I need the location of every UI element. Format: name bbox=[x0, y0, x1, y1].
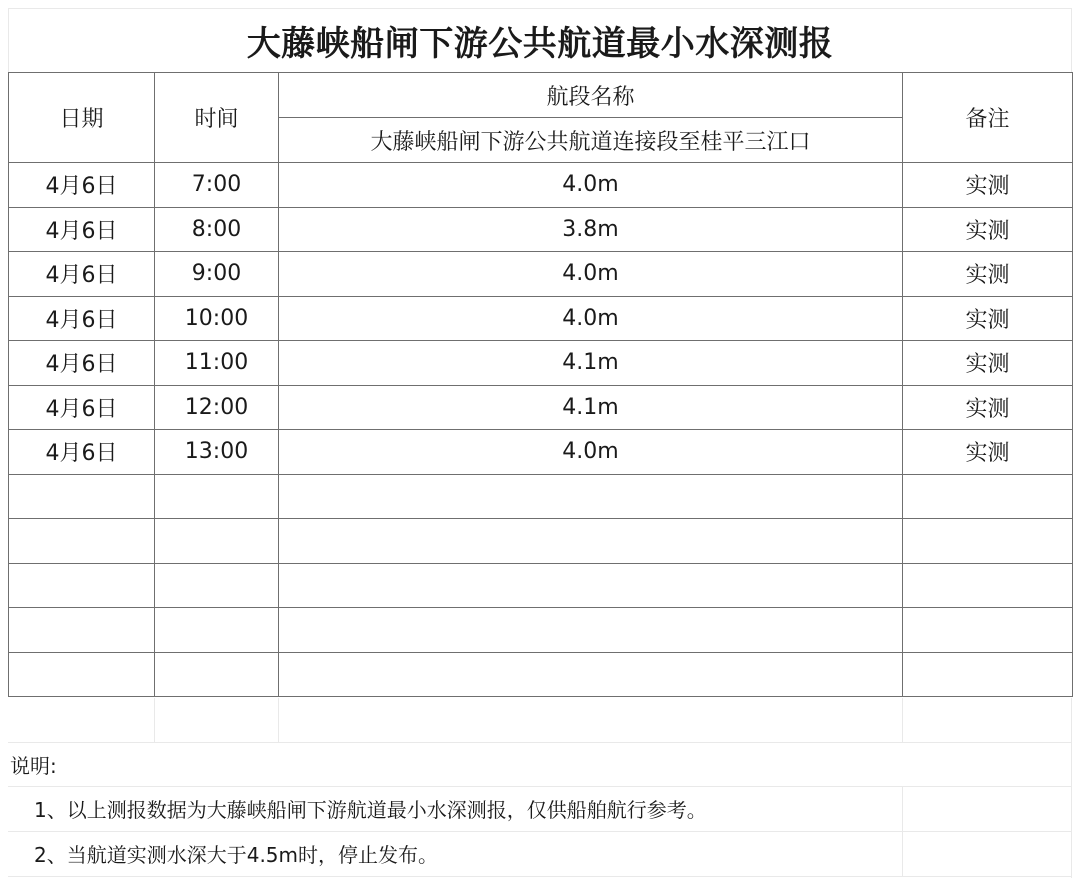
cell-remark: 实测 bbox=[903, 252, 1073, 297]
table-row bbox=[9, 385, 1073, 430]
cell-depth bbox=[279, 474, 903, 519]
cell-time: 10:00 bbox=[155, 296, 279, 341]
header-section-group: 航段名称 bbox=[279, 73, 903, 118]
cell-remark: 实测 bbox=[903, 341, 1073, 386]
table-row bbox=[9, 563, 1073, 608]
cell-date: 4月6日 bbox=[9, 252, 155, 297]
cell-depth bbox=[279, 563, 903, 608]
table-row bbox=[9, 474, 1073, 519]
cell-time bbox=[155, 519, 279, 564]
cell-remark bbox=[903, 652, 1073, 697]
grid-line bbox=[154, 698, 155, 742]
cell-time: 7:00 bbox=[155, 163, 279, 208]
cell-depth: 4.1m bbox=[279, 341, 903, 386]
cell-depth bbox=[279, 608, 903, 653]
table-row bbox=[9, 519, 1073, 564]
table-row bbox=[9, 341, 1073, 386]
cell-remark bbox=[903, 519, 1073, 564]
cell-time bbox=[155, 474, 279, 519]
cell-date: 4月6日 bbox=[9, 296, 155, 341]
cell-date bbox=[9, 563, 155, 608]
cell-time: 8:00 bbox=[155, 207, 279, 252]
cell-remark: 实测 bbox=[903, 430, 1073, 475]
cell-depth: 4.1m bbox=[279, 385, 903, 430]
cell-remark: 实测 bbox=[903, 163, 1073, 208]
cell-date bbox=[9, 474, 155, 519]
header-row bbox=[9, 73, 1073, 118]
table-row bbox=[9, 430, 1073, 475]
cell-remark bbox=[903, 608, 1073, 653]
cell-date bbox=[9, 519, 155, 564]
cell-remark: 实测 bbox=[903, 207, 1073, 252]
notes-heading: 说明: bbox=[10, 753, 57, 778]
cell-depth: 4.0m bbox=[279, 163, 903, 208]
header-section-name: 大藤峡船闸下游公共航道连接段至桂平三江口 bbox=[279, 118, 903, 163]
note-item: 2、当航道实测水深大于4.5m时，停止发布。 bbox=[34, 842, 439, 867]
cell-date: 4月6日 bbox=[9, 207, 155, 252]
header-remark: 备注 bbox=[903, 73, 1073, 163]
cell-date: 4月6日 bbox=[9, 385, 155, 430]
grid-line bbox=[902, 698, 903, 742]
cell-depth: 4.0m bbox=[279, 430, 903, 475]
cell-date: 4月6日 bbox=[9, 163, 155, 208]
table-row bbox=[9, 296, 1073, 341]
grid-line bbox=[8, 876, 1072, 877]
grid-line bbox=[278, 698, 279, 742]
header-date: 日期 bbox=[9, 73, 155, 163]
cell-date: 4月6日 bbox=[9, 430, 155, 475]
cell-date bbox=[9, 652, 155, 697]
cell-time: 9:00 bbox=[155, 252, 279, 297]
notes-section bbox=[8, 742, 1072, 876]
table-row bbox=[9, 163, 1073, 208]
table-row bbox=[9, 252, 1073, 297]
table-row bbox=[9, 652, 1073, 697]
cell-remark: 实测 bbox=[903, 385, 1073, 430]
cell-time: 13:00 bbox=[155, 430, 279, 475]
page-title: 大藤峡船闸下游公共航道最小水深测报 bbox=[246, 23, 834, 64]
cell-time bbox=[155, 563, 279, 608]
report-sheet bbox=[8, 8, 1072, 878]
cell-remark bbox=[903, 474, 1073, 519]
cell-depth: 3.8m bbox=[279, 207, 903, 252]
cell-remark bbox=[903, 563, 1073, 608]
cell-time: 12:00 bbox=[155, 385, 279, 430]
cell-date: 4月6日 bbox=[9, 341, 155, 386]
note-item: 1、以上测报数据为大藤峡船闸下游航道最小水深测报，仅供船舶航行参考。 bbox=[34, 798, 707, 823]
cell-remark: 实测 bbox=[903, 296, 1073, 341]
cell-date bbox=[9, 608, 155, 653]
table-row bbox=[9, 207, 1073, 252]
cell-depth bbox=[279, 652, 903, 697]
table-row bbox=[9, 608, 1073, 653]
cell-time bbox=[155, 608, 279, 653]
cell-time bbox=[155, 652, 279, 697]
cell-depth: 4.0m bbox=[279, 252, 903, 297]
cell-depth: 4.0m bbox=[279, 296, 903, 341]
header-time: 时间 bbox=[155, 73, 279, 163]
depth-report-table bbox=[8, 72, 1073, 697]
cell-time: 11:00 bbox=[155, 341, 279, 386]
cell-depth bbox=[279, 519, 903, 564]
